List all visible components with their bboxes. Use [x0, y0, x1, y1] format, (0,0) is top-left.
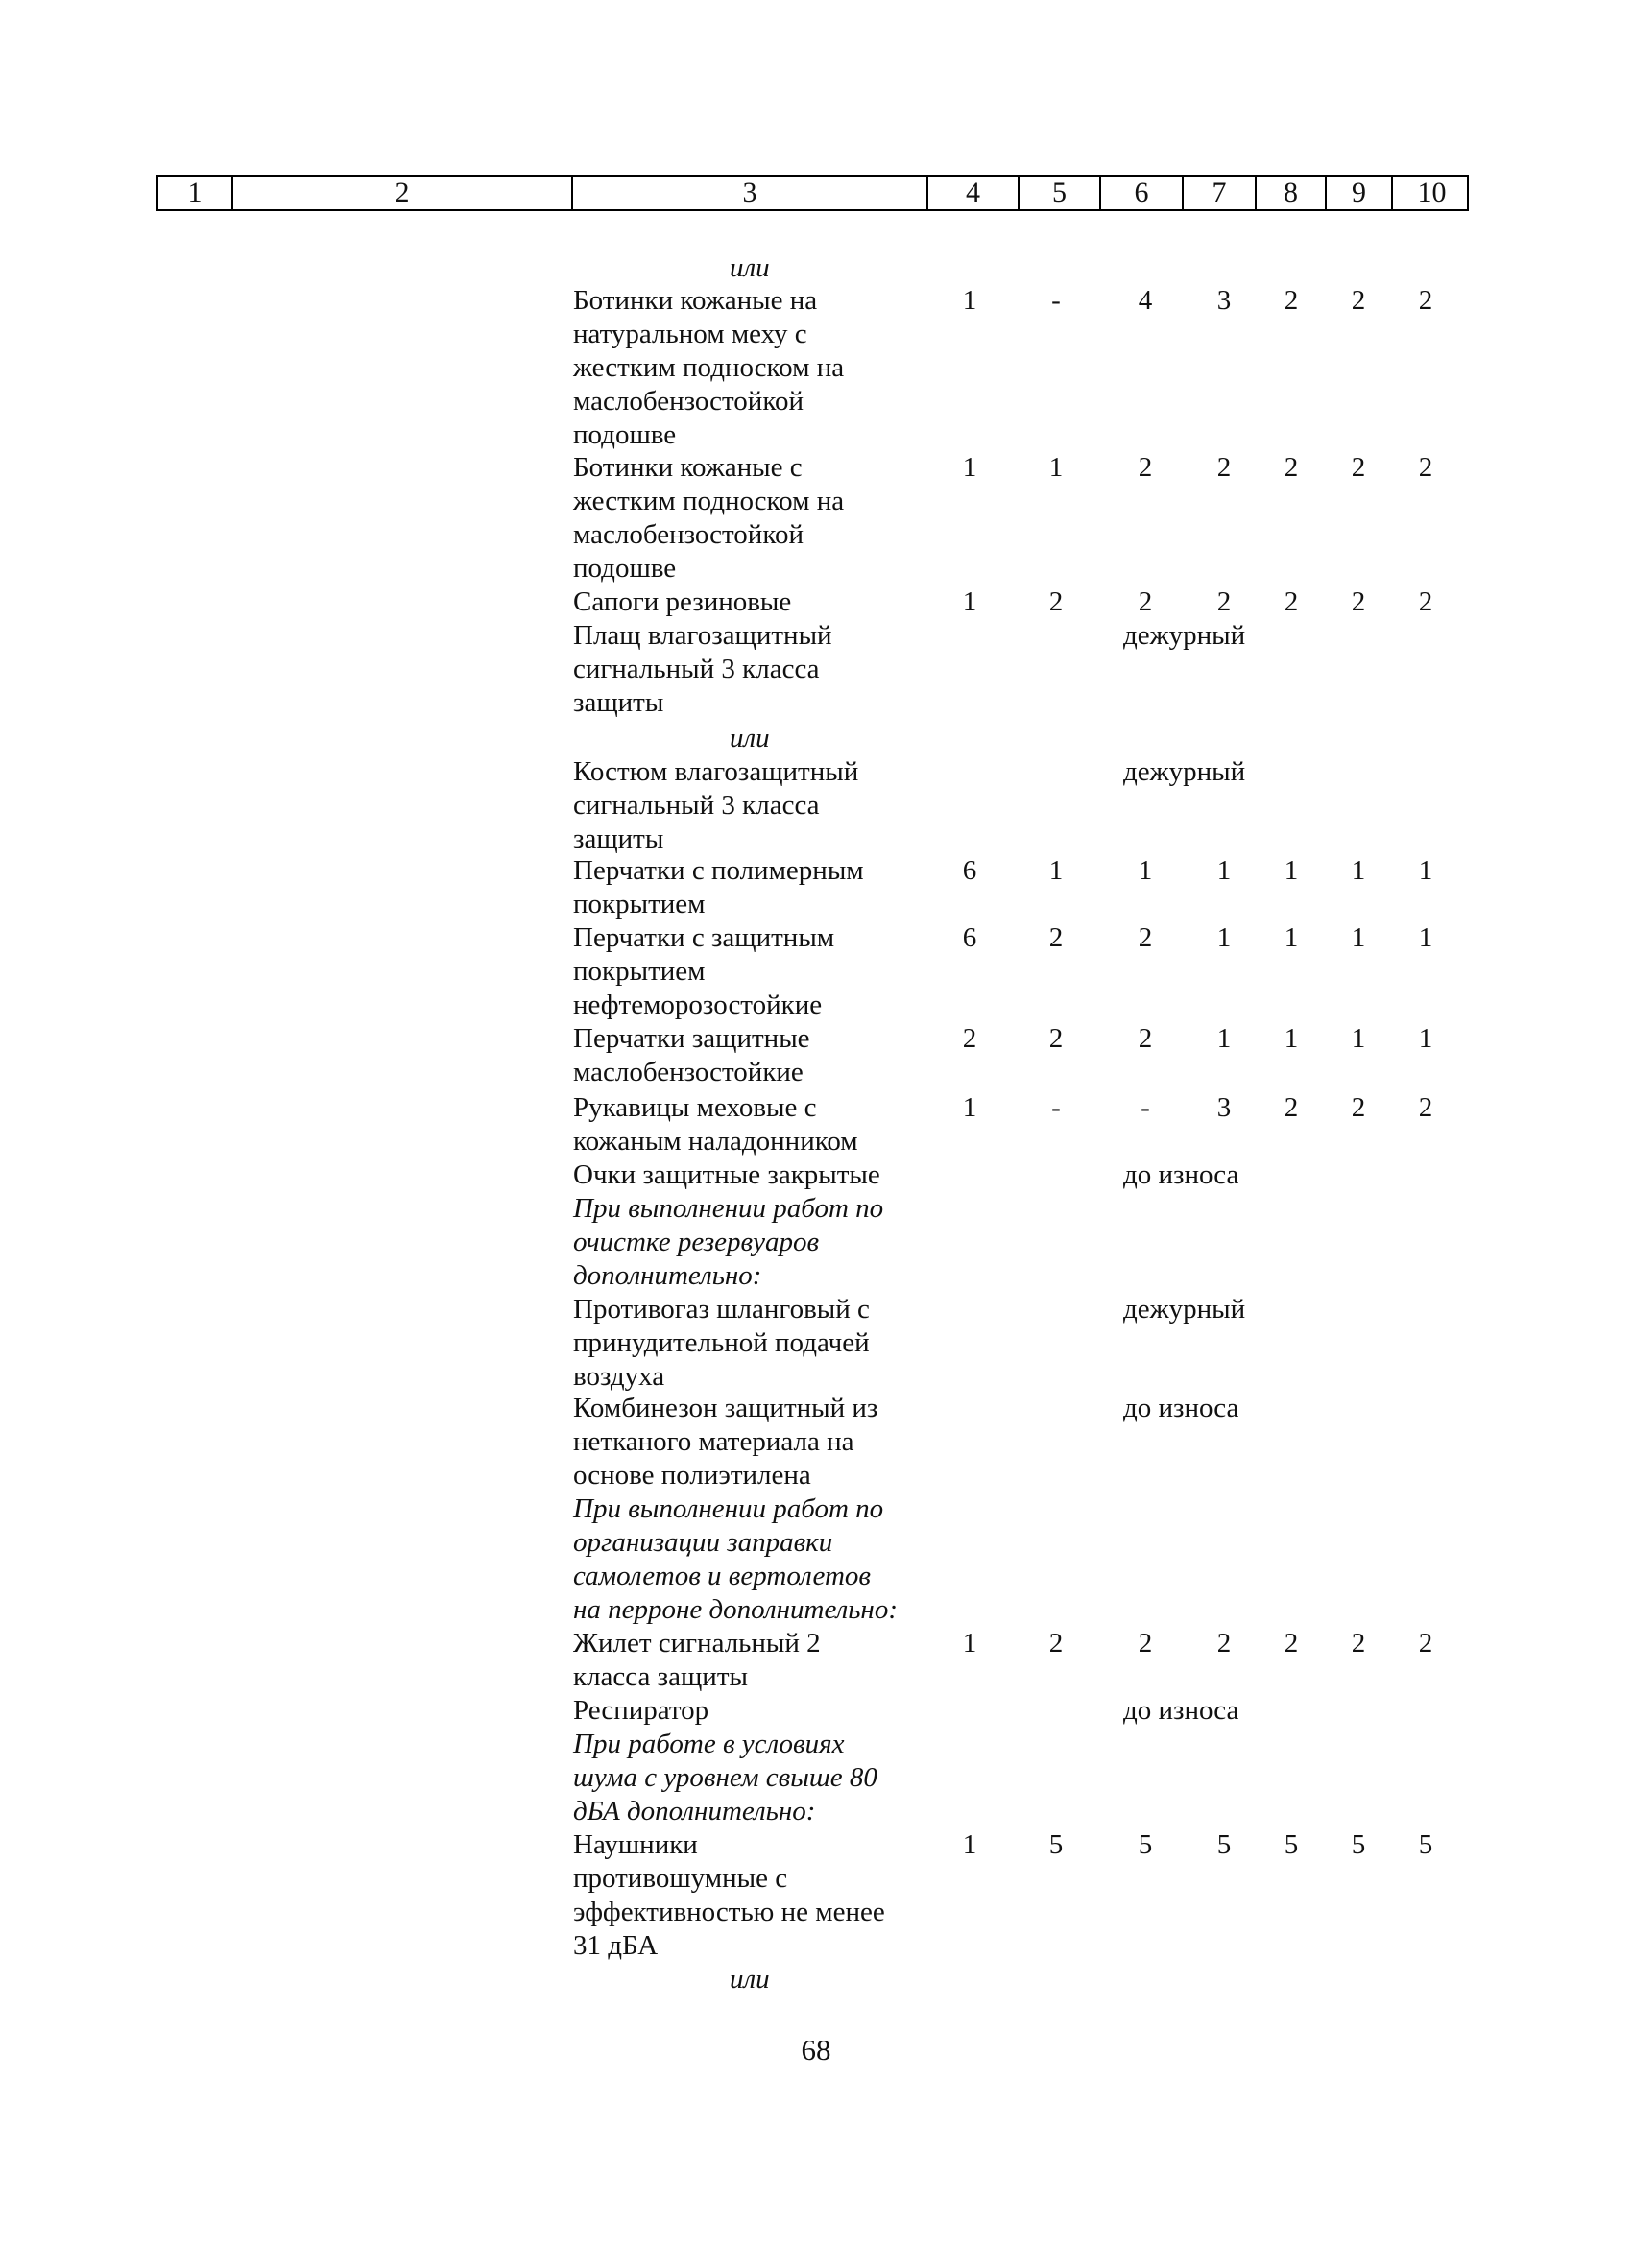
item-name: Рукавицы меховые с кожаным наладонником: [573, 1092, 858, 1157]
spanning-value: до износа: [1123, 1159, 1239, 1190]
value-col-5: 1: [1048, 855, 1064, 886]
item-name: Перчатки с защитным покрытием нефтеморозостойкие: [573, 922, 835, 1020]
value-col-8: 2: [1284, 285, 1299, 316]
column-number-7: 7: [1182, 177, 1255, 209]
value-col-6: 2: [1138, 922, 1153, 953]
or-text: или: [730, 1964, 770, 1994]
value-col-5: 1: [1048, 452, 1064, 483]
value-col-7: 1: [1216, 922, 1232, 953]
value-col-6: -: [1141, 1092, 1150, 1123]
item-name: Очки защитные закрытые: [573, 1159, 880, 1190]
column-number-header: [156, 175, 1469, 211]
value-col-6: 2: [1138, 1023, 1153, 1054]
value-col-8: 1: [1284, 855, 1299, 886]
value-col-8: 2: [1284, 1092, 1299, 1123]
value-col-9: 2: [1351, 586, 1366, 617]
value-col-10: 2: [1418, 452, 1433, 483]
item-name: Ботинки кожаные на натуральном меху с жестким подноском на маслобензостойкой подошве: [573, 285, 845, 450]
condition-note: При работе в условиях шума с уровнем свыше 80 дБА дополнительно:: [573, 1729, 877, 1826]
value-col-10: 2: [1418, 285, 1433, 316]
item-name: Наушники противошумные с эффективностью не менее 31 дБА: [573, 1829, 885, 1961]
value-col-9: 2: [1351, 452, 1366, 483]
value-col-10: 2: [1418, 1092, 1433, 1123]
value-col-9: 1: [1351, 855, 1366, 886]
value-col-7: 1: [1216, 1023, 1232, 1054]
column-number-9: 9: [1325, 177, 1391, 209]
value-col-6: 1: [1138, 855, 1153, 886]
column-number-8: 8: [1255, 177, 1325, 209]
value-col-4: 1: [962, 1628, 977, 1659]
value-col-5: 2: [1048, 1023, 1064, 1054]
value-col-4: 1: [962, 1829, 977, 1860]
value-col-7: 2: [1216, 1628, 1232, 1659]
column-number-10: 10: [1391, 177, 1471, 209]
or-text: или: [730, 723, 770, 753]
item-name: Перчатки с полимерным покрытием: [573, 855, 864, 919]
value-col-10: 1: [1418, 922, 1433, 953]
item-name: Костюм влагозащитный сигнальный 3 класса защиты: [573, 756, 859, 854]
spanning-value: до износа: [1123, 1393, 1239, 1423]
value-col-6: 5: [1138, 1829, 1153, 1860]
value-col-4: 2: [962, 1023, 977, 1054]
value-col-8: 1: [1284, 1023, 1299, 1054]
item-name: Плащ влагозащитный сигнальный 3 класса защиты: [573, 620, 832, 718]
column-number-5: 5: [1018, 177, 1099, 209]
value-col-4: 1: [962, 452, 977, 483]
value-col-8: 1: [1284, 922, 1299, 953]
value-col-4: 6: [962, 922, 977, 953]
column-number-1: 1: [187, 177, 203, 208]
value-col-4: 1: [962, 586, 977, 617]
value-col-7: 1: [1216, 855, 1232, 886]
column-number-4: 4: [926, 177, 1018, 209]
value-col-4: 1: [962, 285, 977, 316]
value-col-6: 2: [1138, 1628, 1153, 1659]
spanning-value: дежурный: [1123, 756, 1246, 787]
value-col-4: 6: [962, 855, 977, 886]
spanning-value: до износа: [1123, 1695, 1239, 1726]
page-number: 68: [801, 2033, 831, 2066]
condition-note: При выполнении работ по организации заправки самолетов и вертолетов на перроне дополнительно:: [573, 1493, 898, 1625]
value-col-8: 5: [1284, 1829, 1299, 1860]
spanning-value: дежурный: [1123, 1294, 1246, 1325]
value-col-7: 3: [1216, 285, 1232, 316]
value-col-6: 2: [1138, 586, 1153, 617]
value-col-5: 2: [1048, 586, 1064, 617]
item-name: Сапоги резиновые: [573, 586, 792, 617]
value-col-9: 2: [1351, 1092, 1366, 1123]
value-col-6: 2: [1138, 452, 1153, 483]
column-number-6: 6: [1099, 177, 1182, 209]
value-col-5: 2: [1048, 1628, 1064, 1659]
value-col-4: 1: [962, 1092, 977, 1123]
value-col-9: 2: [1351, 285, 1366, 316]
value-col-9: 1: [1351, 922, 1366, 953]
value-col-10: 5: [1418, 1829, 1433, 1860]
value-col-5: -: [1051, 1092, 1061, 1123]
value-col-6: 4: [1138, 285, 1153, 316]
value-col-5: -: [1051, 285, 1061, 316]
value-col-10: 2: [1418, 586, 1433, 617]
value-col-5: 2: [1048, 922, 1064, 953]
value-col-10: 1: [1418, 1023, 1433, 1054]
value-col-8: 2: [1284, 452, 1299, 483]
value-col-8: 2: [1284, 586, 1299, 617]
or-text: или: [730, 252, 770, 283]
value-col-9: 2: [1351, 1628, 1366, 1659]
value-col-5: 5: [1048, 1829, 1064, 1860]
condition-note: При выполнении работ по очистке резервуаров дополнительно:: [573, 1193, 884, 1291]
value-col-8: 2: [1284, 1628, 1299, 1659]
value-col-10: 2: [1418, 1628, 1433, 1659]
value-col-9: 5: [1351, 1829, 1366, 1860]
column-number-3: 3: [571, 177, 926, 209]
value-col-7: 3: [1216, 1092, 1232, 1123]
value-col-9: 1: [1351, 1023, 1366, 1054]
spanning-value: дежурный: [1123, 620, 1246, 651]
item-name: Комбинезон защитный из нетканого материала на основе полиэтилена: [573, 1393, 878, 1491]
item-name: Перчатки защитные маслобензостойкие: [573, 1023, 810, 1087]
column-number-2: 2: [231, 177, 571, 209]
item-name: Респиратор: [573, 1695, 709, 1726]
value-col-10: 1: [1418, 855, 1433, 886]
item-name: Противогаз шланговый с принудительной подачей воздуха: [573, 1294, 870, 1392]
value-col-7: 5: [1216, 1829, 1232, 1860]
item-name: Ботинки кожаные с жестким подноском на маслобензостойкой подошве: [573, 452, 845, 584]
value-col-7: 2: [1216, 586, 1232, 617]
value-col-7: 2: [1216, 452, 1232, 483]
item-name: Жилет сигнальный 2 класса защиты: [573, 1628, 821, 1692]
